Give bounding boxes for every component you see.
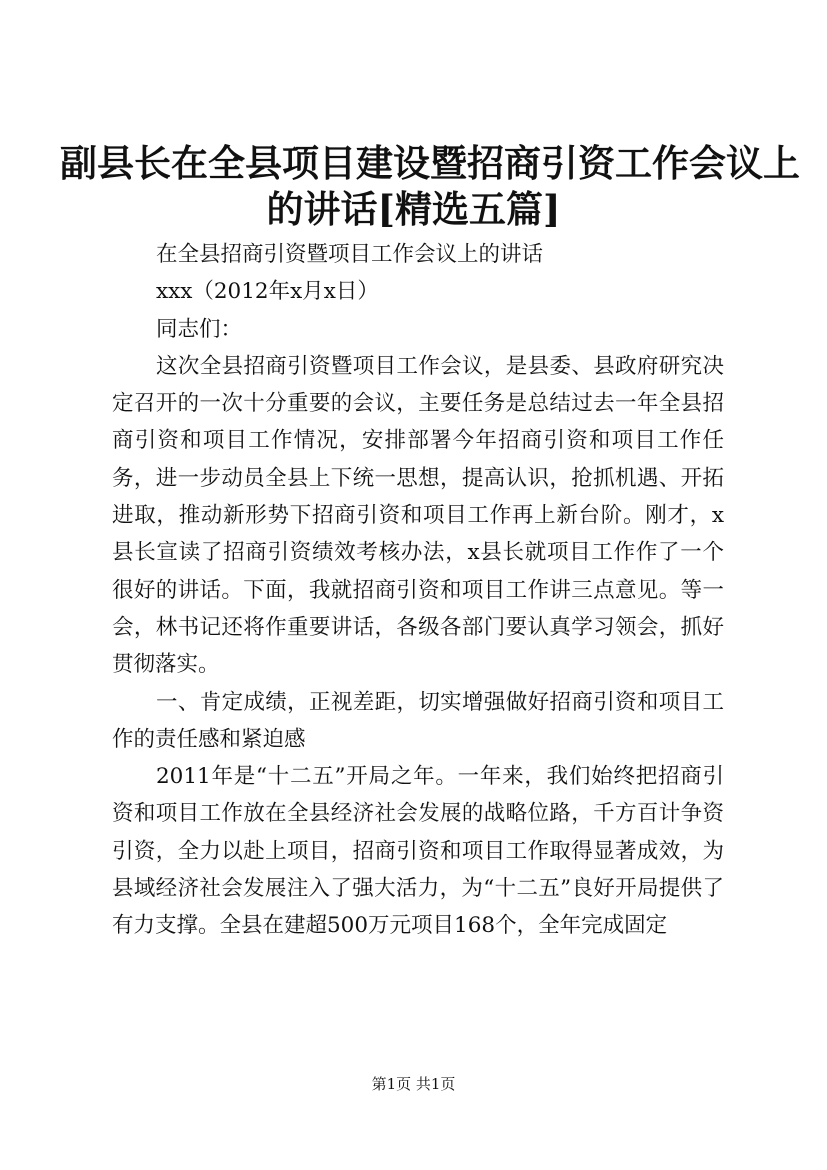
body-paragraph: 这次全县招商引资暨项目工作会议，是县委、县政府研究决定召开的一次十分重要的会议，主要任务是总结过去一年全县招商引资和项目工作情况，安排部署今年招商引资和项目工作任务，进一步动员全县上下统一思想，提高认识，抢抓机遇、开拓进取，推动新形势下招商引资和项目工作再上新台阶。刚才，x县长宣读了招商引资绩效考核办法，x县长就项目工作作了一个很好的讲话。下面，我就招商引资和项目工作讲三点意见。等一会，林书记还将作重要讲话，各级各部门要认真学习领会，抓好贯彻落实。 [112,353,724,678]
document-body [112,236,724,945]
title-line-2: 的讲话[精选五篇] [266,187,561,231]
document-title [60,140,800,232]
title-line-1: 副县长在全县项目建设暨招商引资工作会议上 [60,141,800,185]
speaker-date: xxx（2012年x月x日） [156,279,379,305]
salutation: 同志们： [156,316,243,342]
page-footer: 第1页 共1页 [371,1075,456,1093]
speech-heading: 在全县招商引资暨项目工作会议上的讲话 [156,242,544,267]
body-paragraph: 2011年是“十二五”开局之年。一年来，我们始终把招商引资和项目工作放在全县经济社会发展的战略位路，千方百计争资引资，全力以赴上项目，招商引资和项目工作取得显著成效，为县域经济社会发展注入了强大活力，为“十二五”良好开局提供了有力支撑。全县在建超500万元项目168个，全年完成固定 [112,764,724,939]
section-heading: 一、肯定成绩，正视差距，切实增强做好招商引资和项目工作的责任感和紧迫感 [112,689,724,752]
